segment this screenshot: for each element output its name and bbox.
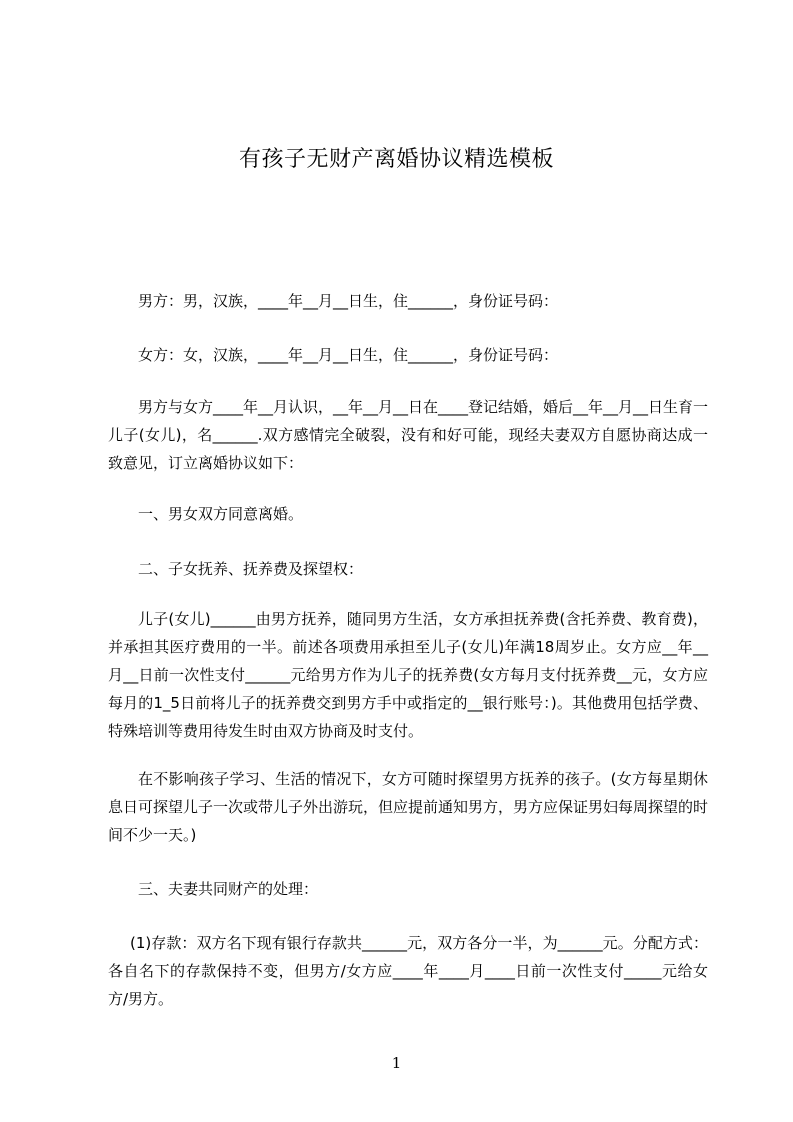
clause-property-heading: 三、夫妻共同财产的处理： [138,880,319,898]
paragraph-husband-info: 男方：男，汉族，____年__月__日生，住______，身份证号码： [138,292,559,310]
clause-agree-divorce: 一、男女双方同意离婚。 [138,505,304,523]
paragraph-wife-info: 女方：女，汉族，____年__月__日生，住______，身份证号码： [138,346,559,364]
paragraph-savings-division: (1)存款：双方名下现有银行存款共______元，双方各分一半，为______元。分配方式：各自名下的存款保持不变，但男方/女方应____年____月____日前一次性支付_____元给女方/男方。 [108,934,708,1008]
paragraph-marriage-background: 男方与女方____年__月认识，__年__月__日在____登记结婚，婚后__年__月__日生育一儿子(女儿)，名______.双方感情完全破裂，没有和好可能，现经夫妻双方自愿协商达成一致意见，订立离婚协议如下： [108,398,709,472]
clause-child-support-heading: 二、子女抚养、抚养费及探望权： [138,560,364,578]
document-title: 有孩子无财产离婚协议精选模板 [238,147,554,172]
paragraph-child-custody-support: 儿子(女儿)______由男方抚养，随同男方生活，女方承担抚养费(含托养费、教育费)，并承担其医疗费用的一半。前述各项费用承担至儿子(女儿)年满18周岁止。女方应__年__月__日前一次性支付______元给男方作为儿子的抚养费(女方每月支付抚养费__元，女方应每月的1_5日前将儿子的抚养费交到男方手中或指定的__银行账号：)。其他费用包括学费、特殊培训等费用待发生时由双方协商及时支付。 [108,610,708,740]
page-number: 1 [391,1054,402,1072]
paragraph-visitation-rights: 在不影响孩子学习、生活的情况下，女方可随时探望男方抚养的孩子。(女方每星期休息日可探望儿子一次或带儿子外出游玩，但应提前通知男方，男方应保证男妇每周探望的时间不少一天。) [108,770,709,844]
